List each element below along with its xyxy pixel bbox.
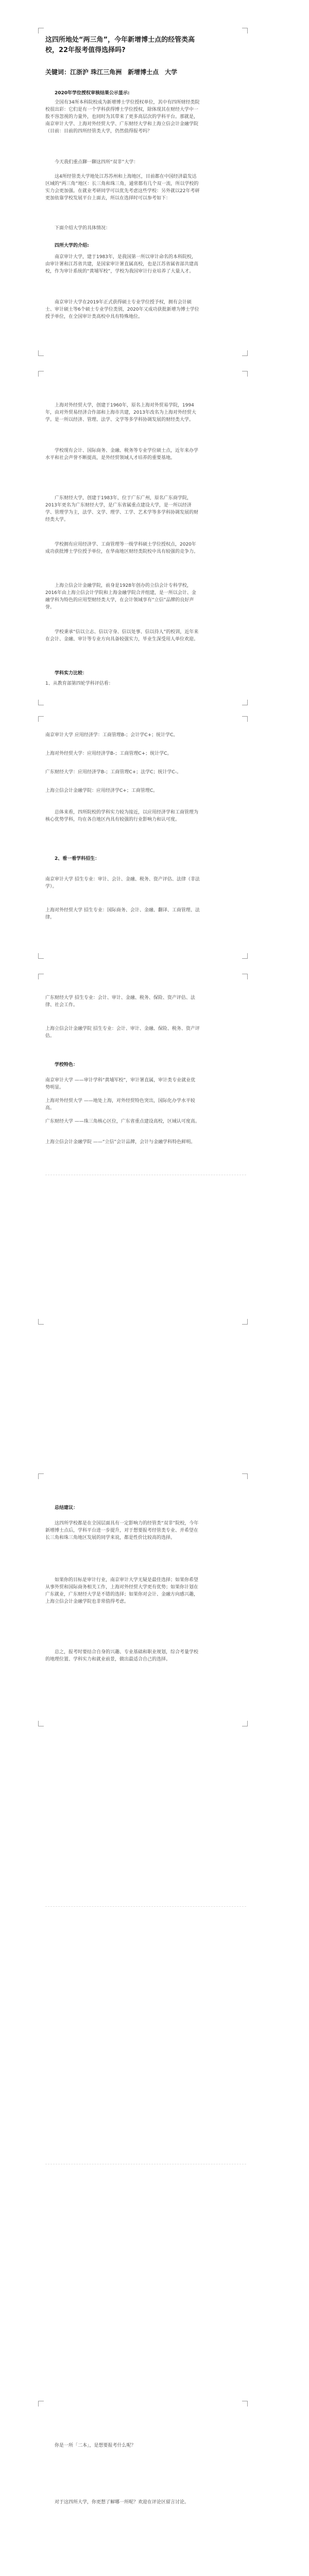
major-row: 广东财经大学 招生专业：会计、审计、金融、税务、保险、资产评估、法律、社会工作。 xyxy=(45,995,195,1008)
crop-mark xyxy=(242,28,248,33)
crop-mark xyxy=(242,1473,248,1479)
conclusion-paragraph: 如果你的目标是审计行业，南京审计大学无疑是最佳选择；如果你希望从事外贸和国际商务相关工作，上海对外经贸大学更有优势；如果你计划在广东就业，广东财经大学是不错的选择；如果你对会计、金融方向感兴趣，上海立信会计金融学院也非常值得考虑。 xyxy=(45,1578,199,1604)
conclusion-paragraph: 这四所学校都是在全国层面具有一定影响力的经管类“双非”院校，今年新增博士点后，学科平台进一步提升，对于想要报考经管类专业、并希望在长三角和珠三角地区发展的同学来说，都是性价比较高的选择。 xyxy=(45,1521,199,1540)
divider xyxy=(45,1906,246,1907)
article-title: 这四所地处“两三角”，今年新增博士点的经管类高校，22年报考值得选择吗? xyxy=(45,36,195,54)
school-row: 广东财经大学 ——珠三角核心区位，广东省重点建设高校，区域认可度高。 xyxy=(45,1119,200,1124)
section-paragraph: 学校现有会计、国际商务、金融、税务等专业学位硕士点，近年来办学水平和社会声誉不断提高，是外经贸领域人才培养的重要基地。 xyxy=(45,448,199,461)
crop-mark xyxy=(242,953,248,959)
crop-mark xyxy=(38,350,44,356)
crop-mark xyxy=(38,1721,44,1726)
section-paragraph: 学校拥有应用经济学、工商管理等一级学科硕士学位授权点，2020年成功获批博士学位授予单位，在华南地区财经类院校中具有较强的竞争力。 xyxy=(45,542,199,554)
schools-heading: 学校特色： xyxy=(55,1062,78,1067)
crop-mark xyxy=(38,1319,44,1325)
ranking-row: 上海立信会计金融学院：应用经济学C+；工商管理C。 xyxy=(45,788,158,793)
crop-mark xyxy=(242,716,248,722)
section-paragraph: 上海对外经贸大学，创建于1960年，原名上海对外贸易学院，1994年，由对外贸易经济合作部和上海市共建，2013年改名为上海对外经贸大学。是一所以经济、管理、法学、文学等多学科协调发展的财经类大学。 xyxy=(45,403,196,422)
ranking-subheading: 1、从教育部第四轮学科评估看： xyxy=(45,681,113,686)
section-paragraph: 学校秉承“信以立志、信以守身、信以处事、信以待人”的校训，近年来在会计、金融、审计等专业方向具备较强实力，毕业生深受用人单位欢迎。 xyxy=(45,630,199,642)
ranking-row: 上海对外经贸大学：应用经济学B-；工商管理C+；统计学C。 xyxy=(45,751,172,756)
major-row: 南京审计大学 招生专业：审计、会计、金融、税务、资产评估、法律（非法学）。 xyxy=(45,877,200,889)
crop-mark xyxy=(38,974,44,979)
conclusion-paragraph: 总之，报考时要结合自身的兴趣、专业基础和职业规划，综合考量学校的地理位置、学科实力和就业前景，做出最适合自己的选择。 xyxy=(45,1650,199,1662)
ranking-note: 总体来看，四所院校的学科实力较为接近，以应用经济学和工商管理为核心优势学科，均在各自地区内具有较强的行业影响力和认可度。 xyxy=(45,810,199,822)
crop-mark xyxy=(242,371,248,377)
section-paragraph: 广东财经大学，创建于1983年，位于广东广州，原名广东商学院，2013年更名为广东财经大学，是广东省属重点建设大学，是一所以经济学、管理学为主，法学、文学、理学、工学、艺术学等多学科协调发展的财经类大学。 xyxy=(45,496,199,522)
closing-paragraph: 你是一所「二本」，是想要报考什么呢？ xyxy=(55,2443,136,2448)
school-row: 上海立信会计金融学院 ——“立信”会计品牌，会计与金融学科特色鲜明。 xyxy=(45,1140,196,1145)
crop-mark xyxy=(242,1721,248,1726)
crop-mark xyxy=(38,2401,44,2406)
crop-mark xyxy=(38,371,44,377)
ranking-heading: 学科实力比较： xyxy=(55,671,88,676)
section-paragraph: 南京审计大学，建于1983年，是我国第一所以审计命名的本科院校，由审计署和江苏省共建，是国家审计署直属高校，也是江苏省属省部共建高校，作为审计系统的“黄埔军校”，学校为我国审计行业培养了大量人才。 xyxy=(45,255,199,274)
major-row: 上海立信会计金融学院 招生专业：会计、审计、金融、保险、税务、资产评估。 xyxy=(45,1026,200,1039)
crop-mark xyxy=(38,716,44,722)
crop-mark xyxy=(38,953,44,959)
article-keywords: 关键词：江浙沪 珠江三角洲 新增博士点 大学 xyxy=(45,69,178,76)
crop-mark xyxy=(38,700,44,705)
conclusion-heading: 总结建议： xyxy=(55,1505,78,1511)
closing-paragraph: 对于这四所大学，你更想了解哪一所呢？欢迎在评论区留言讨论。 xyxy=(55,2500,190,2505)
intro-paragraph: 下面介绍大学的具体情况： xyxy=(55,226,111,231)
crop-mark xyxy=(38,28,44,33)
major-row: 上海对外经贸大学 招生专业：国际商务、会计、金融、翻译、工商管理、法律。 xyxy=(45,908,200,920)
crop-mark xyxy=(242,2401,248,2406)
crop-mark xyxy=(242,1319,248,1325)
section-paragraph: 上海立信会计金融学院，前身是1928年创办的立信会计专科学校，2016年由上海立信会计学院和上海金融学院合并组建，是一所以会计、金融学科为特色的应用型财经类大学，在会计领域享有“立信”品牌的良好声誉。 xyxy=(45,583,196,610)
crop-mark xyxy=(38,1473,44,1479)
section-paragraph: 南京审计大学在2019年正式获得硕士专业学位授予权，拥有会计硕士、审计硕士等6个硕士专业学位类别，2020年又成功获批新增为博士学位授予单位，在全国审计类高校中具有特殊地位。 xyxy=(45,300,199,319)
intro-paragraph: 2020年学位授权审核结果公示显示: xyxy=(55,91,130,96)
ranking-row: 广东财经大学：应用经济学B-；工商管理C+；法学C；统计学C-。 xyxy=(45,770,182,775)
majors-heading: 2、看一看学科招生： xyxy=(55,856,100,861)
intro-paragraph: 这4所经管类大学地处江苏苏州和上海地区，目前都在中国经济最发达区域的“两三角”地区：长三角和珠三角，通常都有几个双一流，所以学校的实力会更加强。在就业考研同学可以优先考虑这些学校：另外就以22年考研更加依靠学校发展平台上面去，所以在选择时可以参考如下： xyxy=(45,174,200,201)
crop-mark xyxy=(242,700,248,705)
crop-mark xyxy=(242,974,248,979)
crop-mark xyxy=(242,350,248,356)
intro-paragraph: 全国有34所本科院校成为新增博士学位授权单位，其中有四所财经类院校很出彩：它们是有一个学科获得博士学位授权，除体现其在财经大学中一股不容忽视的力量外，也同时为其带来了更多高层次的学科平台。那就是，南京审计大学、上海对外经贸大学、广东财经大学和上海立信会计金融学院（目前：目前的四所经管类大学，仍然值得报考吗？ xyxy=(45,100,200,134)
school-row: 南京审计大学 ——审计学科“黄埔军校”，审计署直属，审计类专业就业优势明显。 xyxy=(45,1078,196,1090)
ranking-row: 南京审计大学 应用经济学：工商管理B-；会计学C+；统计学C。 xyxy=(45,733,178,738)
school-row: 上海对外经贸大学 ——地处上海，对外经贸特色突出，国际化办学水平较高。 xyxy=(45,1098,195,1111)
intro-paragraph: 今天我们重点聊一聊这四所“双非”大学： xyxy=(55,160,139,165)
section-heading: 四所大学的介绍: xyxy=(55,243,89,248)
